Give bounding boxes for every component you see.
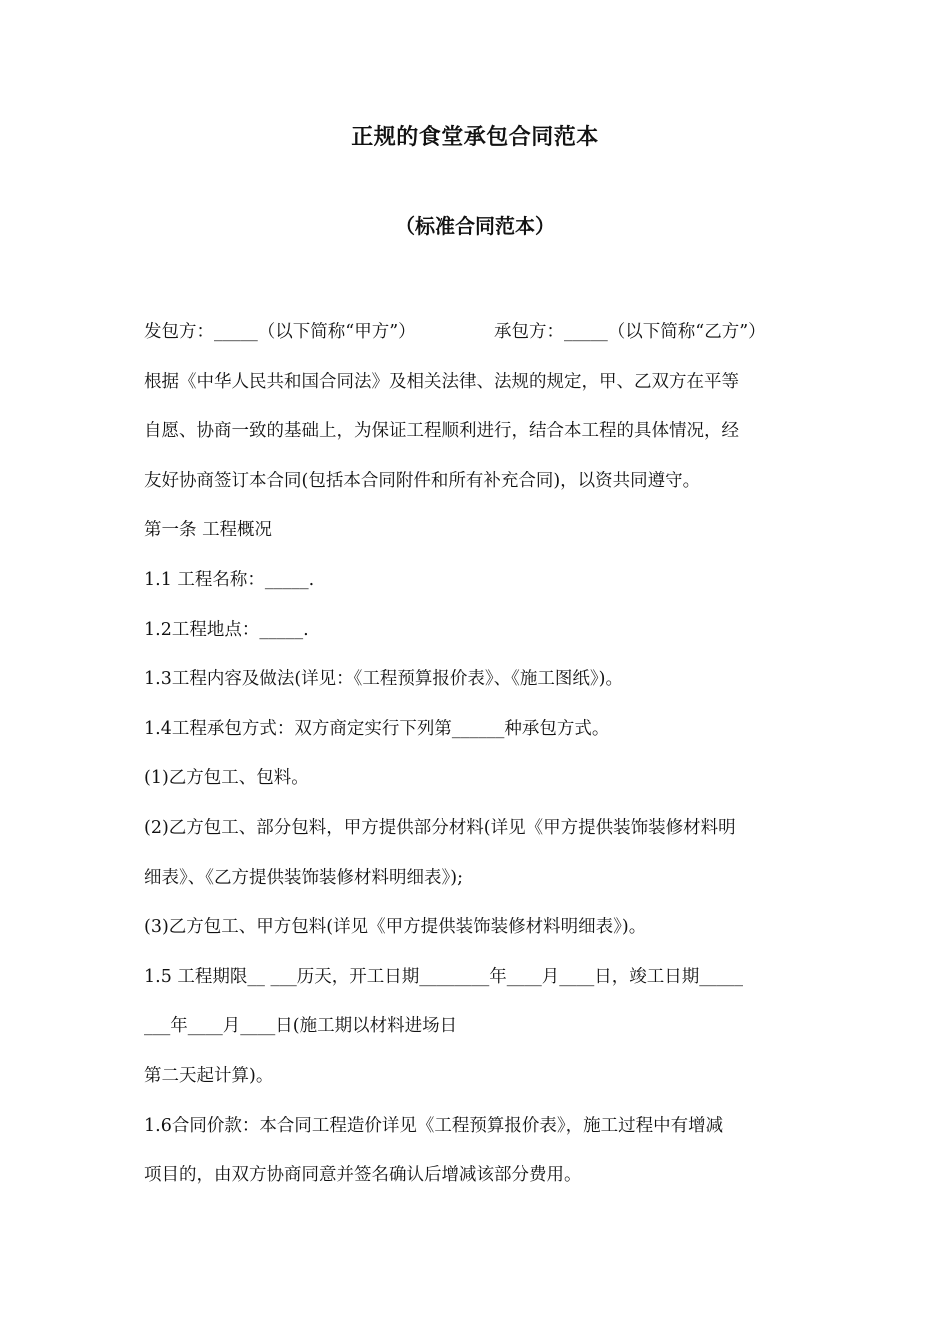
party-b-text: 承包方：_____（以下简称“乙方”） <box>494 322 766 342</box>
clause-line: 1.6合同价款：本合同工程造价详见《工程预算报价表》，施工过程中有增减 <box>144 1115 724 1136</box>
document-subtitle: （标准合同范本） <box>395 214 555 238</box>
clause-line: ___年____月____日(施工期以材料进场日 <box>144 1016 458 1037</box>
clause-line: 1.3工程内容及做法(详见：《工程预算报价表》、《施工图纸》)。 <box>144 669 623 690</box>
clause-line: 项目的，由双方协商同意并签名确认后增减该部分费用。 <box>144 1165 582 1186</box>
clause-line: 第二天起计算)。 <box>144 1065 274 1086</box>
document-title: 正规的食堂承包合同范本 <box>351 125 599 150</box>
clause-line: (2)乙方包工、部分包料，甲方提供部分材料(详见《甲方提供装饰装修材料明 <box>144 817 736 838</box>
party-a-text: 发包方：_____（以下简称“甲方”） <box>144 322 416 342</box>
clause-line: 1.2工程地点：_____. <box>144 619 309 640</box>
clause-line: (1)乙方包工、包料。 <box>144 768 309 789</box>
clause-line: 1.4工程承包方式：双方商定实行下列第______种承包方式。 <box>144 718 610 739</box>
paragraph-line: 友好协商签订本合同(包括本合同附件和所有补充合同)，以资共同遵守。 <box>144 470 701 491</box>
paragraph-line: 根据《中华人民共和国合同法》及相关法律、法规的规定，甲、乙双方在平等 <box>144 371 739 392</box>
clause-line: 1.5 工程期限__ ___历天，开工日期________年____月____日，竣工日期_____ <box>144 966 743 987</box>
clause-line: 1.1 工程名称：_____. <box>144 569 315 590</box>
parties-row <box>144 308 809 358</box>
section-heading: 第一条 工程概况 <box>144 520 273 541</box>
document-body <box>144 308 809 1201</box>
paragraph-line: 自愿、协商一致的基础上，为保证工程顺利进行，结合本工程的具体情况，经 <box>144 421 739 442</box>
clause-line: (3)乙方包工、甲方包料(详见《甲方提供装饰装修材料明细表》)。 <box>144 917 647 938</box>
clause-line: 细表》、《乙方提供装饰装修材料明细表》); <box>144 867 463 888</box>
